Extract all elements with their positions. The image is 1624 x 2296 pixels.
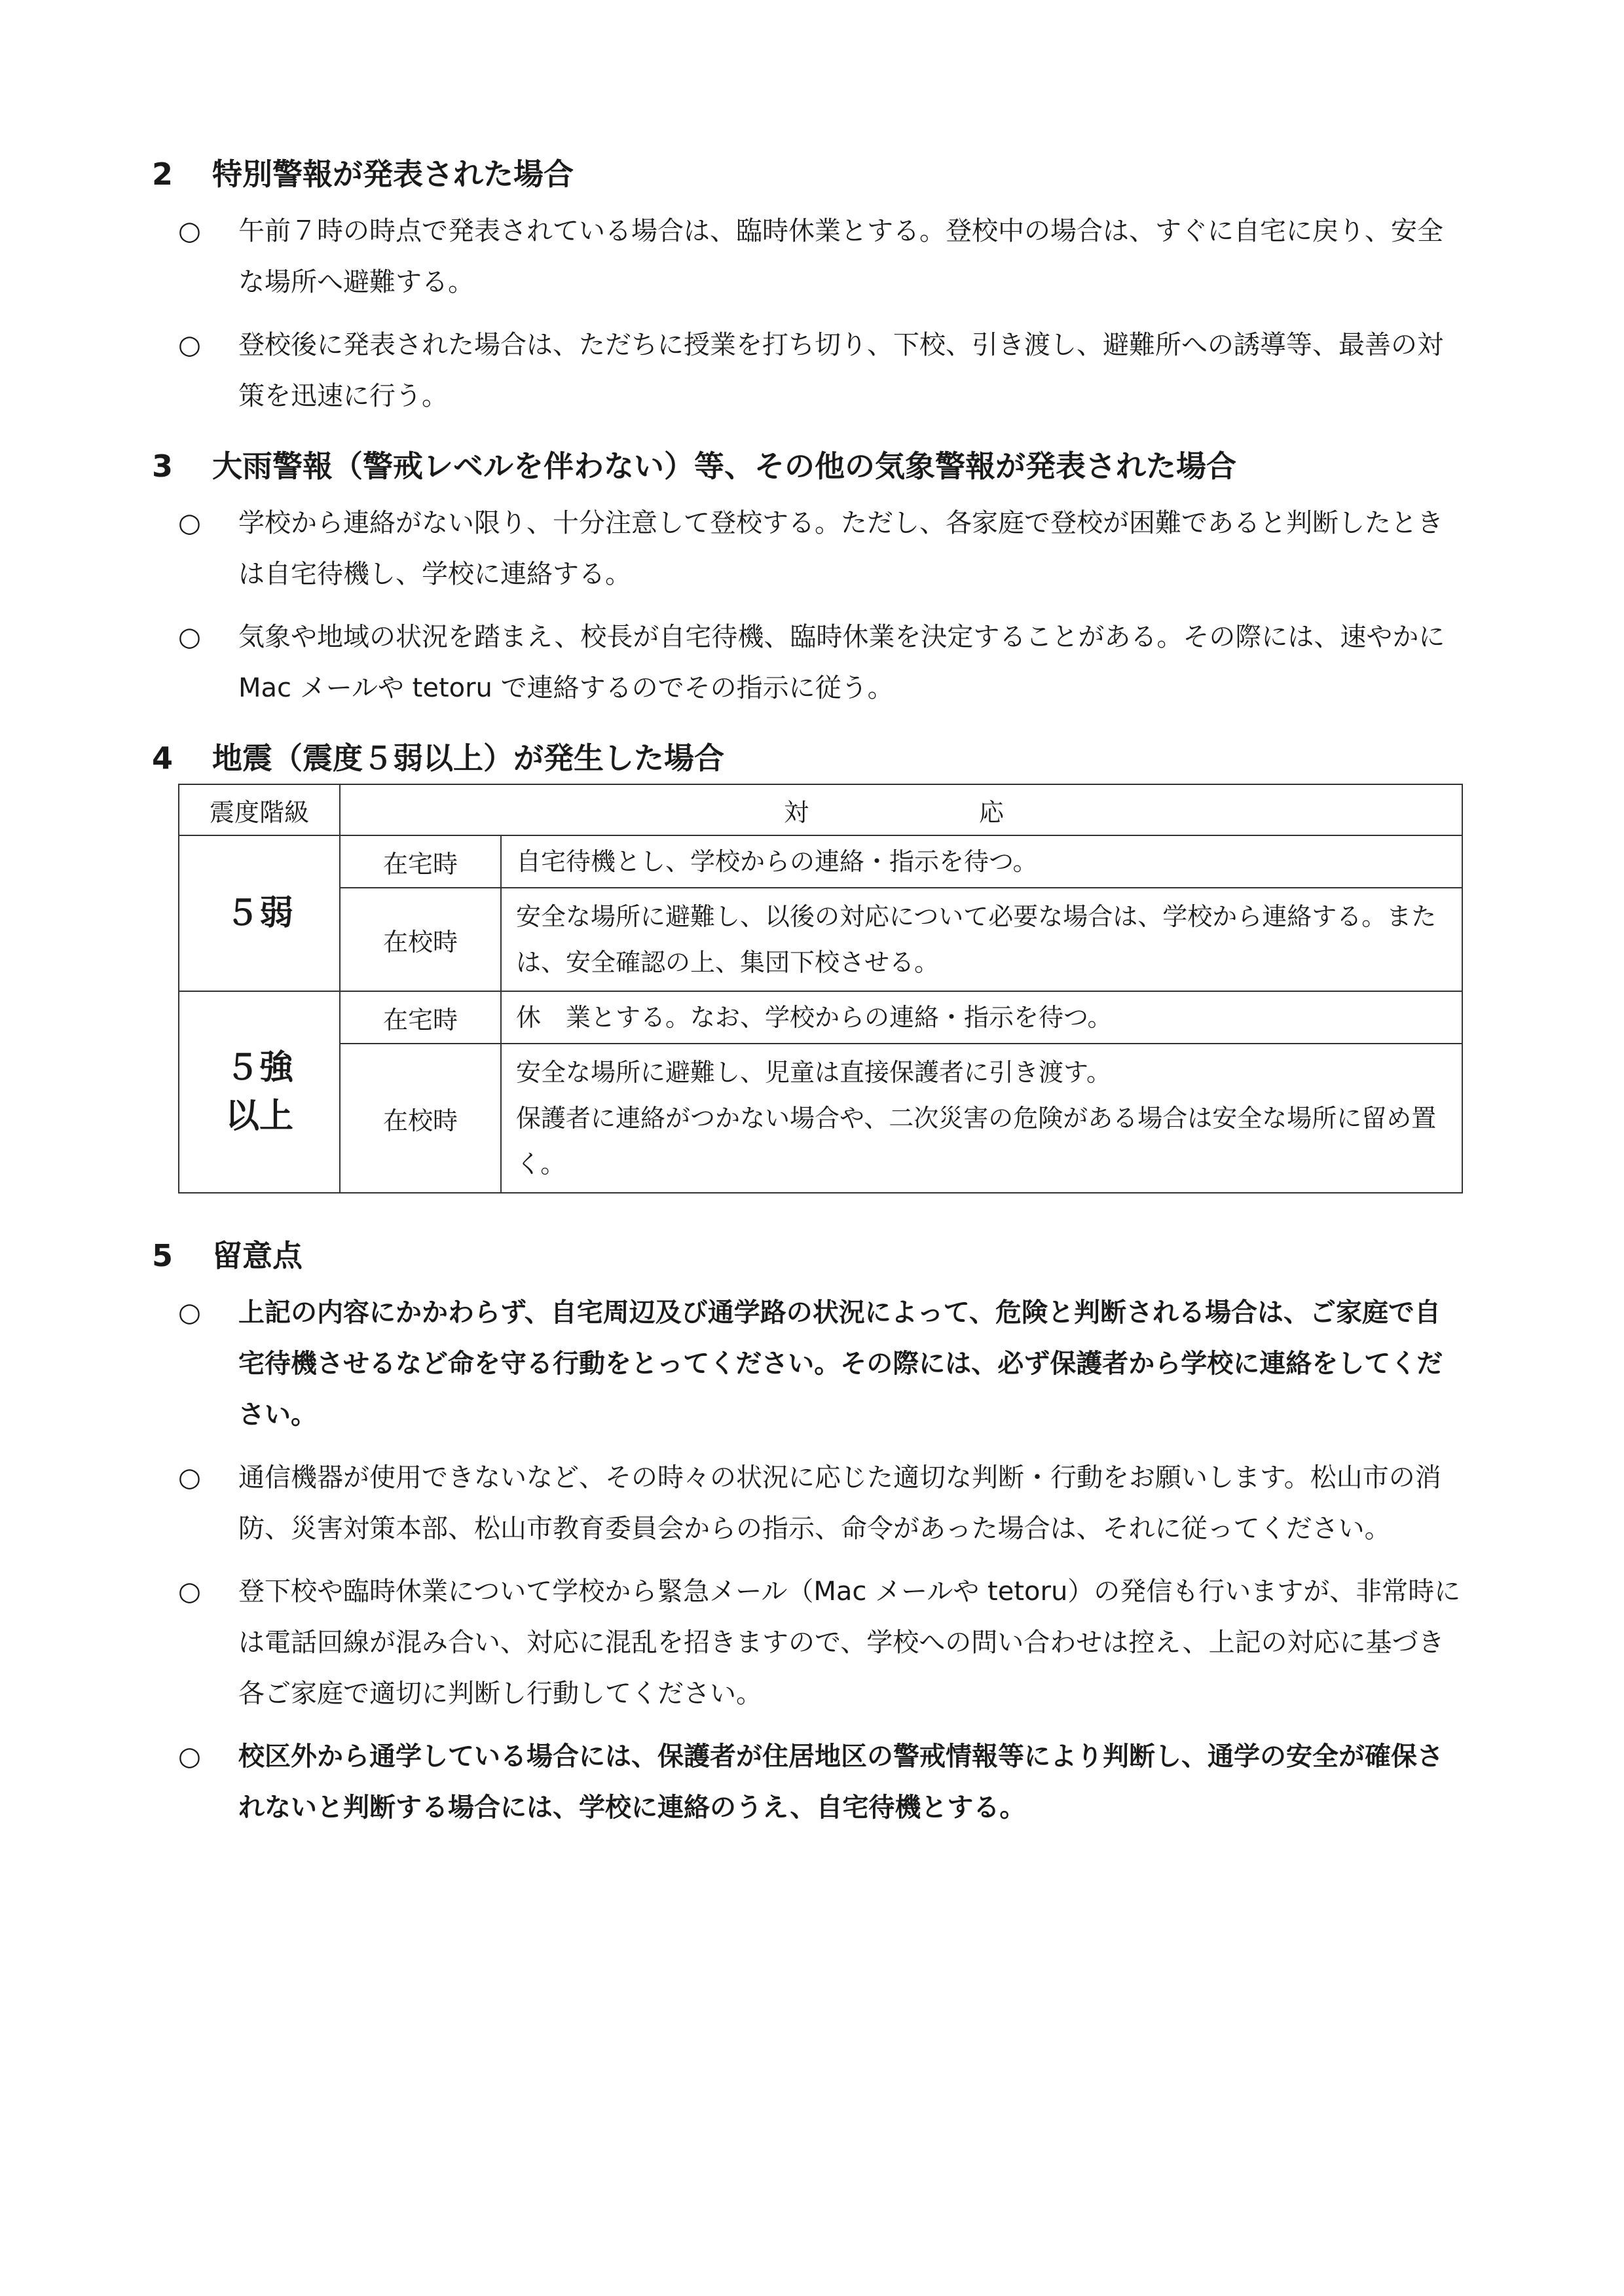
section-5 — [152, 1236, 1462, 1833]
table-row — [179, 888, 1462, 991]
level-5-upper-or-more — [179, 991, 340, 1193]
circle-bullet-icon: ○ — [178, 1576, 201, 1607]
section-3-item-1 — [152, 498, 1462, 600]
section-5-number: 5 — [152, 1238, 174, 1273]
section-3-title: 大雨警報（警戒レベルを伴わない）等、その他の気象警報が発表された場合 — [212, 448, 1236, 484]
circle-bullet-icon: ○ — [178, 508, 201, 538]
circle-bullet-icon: ○ — [178, 1298, 201, 1328]
section-5-item-3 — [152, 1566, 1462, 1719]
response-at-home: 自宅待機とし、学校からの連絡・指示を待つ。 — [501, 835, 1462, 888]
level-5-upper-line1: ５強 — [225, 1048, 293, 1087]
circle-bullet-icon: ○ — [178, 1463, 201, 1493]
table-header-row — [179, 784, 1462, 835]
header-seismic-level: 震度階級 — [179, 784, 340, 835]
section-3-item-2 — [152, 611, 1462, 714]
section-4-number: 4 — [152, 740, 174, 776]
header-response: 対応 — [340, 784, 1462, 835]
section-2-item-1 — [152, 206, 1462, 308]
response-at-school: 安全な場所に避難し、以後の対応について必要な場合は、学校から連絡する。または、安全確認の上、集団下校させる。 — [501, 888, 1462, 991]
section-3-item-1-text: 学校から連絡がない限り、十分注意して登校する。ただし、各家庭で登校が困難であると判断したときは自宅待機し、学校に連絡する。 — [238, 508, 1443, 589]
section-5-item-4-text: 校区外から通学している場合には、保護者が住居地区の警戒情報等により判断し、通学の安全が確保されないと判断する場合には、学校に連絡のうえ、自宅待機とする。 — [238, 1741, 1443, 1823]
response-at-home: 休 業とする。なお、学校からの連絡・指示を待つ。 — [501, 991, 1462, 1044]
section-5-item-4 — [152, 1731, 1462, 1833]
section-5-heading — [152, 1236, 1462, 1275]
place-at-home: 在宅時 — [340, 991, 501, 1044]
section-2-item-2 — [152, 319, 1462, 422]
place-at-school: 在校時 — [340, 1044, 501, 1193]
section-3 — [152, 446, 1462, 714]
section-2-item-1-text: 午前７時の時点で発表されている場合は、臨時休業とする。登校中の場合は、すぐに自宅に戻り、安全な場所へ避難する。 — [238, 216, 1443, 297]
section-4 — [152, 738, 1462, 778]
section-5-title: 留意点 — [212, 1238, 303, 1273]
section-5-item-2-text: 通信機器が使用できないなど、その時々の状況に応じた適切な判断・行動をお願いします。松山市の消防、災害対策本部、松山市教育委員会からの指示、命令があった場合は、それに従ってください。 — [238, 1463, 1441, 1544]
level-5-upper-line2: 以上 — [225, 1097, 293, 1136]
section-4-heading — [152, 738, 1462, 778]
circle-bullet-icon: ○ — [178, 1741, 201, 1772]
response-at-school-line1: 安全な場所に避難し、児童は直接保護者に引き渡す。 — [516, 1058, 1111, 1087]
section-5-item-3-text: 登下校や臨時休業について学校から緊急メール（Mac メールや tetoru）の発信も行いますが、非常時には電話回線が混み合い、対応に混乱を招きますので、学校への問い合わせは控え、上記の対応に基づき各ご家庭で適切に判断し行動してください。 — [238, 1576, 1461, 1709]
earthquake-response-table — [178, 784, 1463, 1194]
table-row — [179, 991, 1462, 1044]
section-2-item-2-text: 登校後に発表された場合は、ただちに授業を打ち切り、下校、引き渡し、避難所への誘導等、最善の対策を迅速に行う。 — [238, 330, 1443, 411]
section-4-title: 地震（震度５弱以上）が発生した場合 — [212, 740, 724, 776]
response-at-school-line2: 保護者に連絡がつかない場合や、二次災害の危険がある場合は安全な場所に留め置く。 — [516, 1104, 1437, 1178]
response-at-school — [501, 1044, 1462, 1193]
table-row — [179, 1044, 1462, 1193]
section-5-item-1-text: 上記の内容にかかわらず、自宅周辺及び通学路の状況によって、危険と判断される場合は、ご家庭で自宅待機させるなど命を守る行動をとってください。その際には、必ず保護者から学校に連絡をしてください。 — [238, 1298, 1443, 1430]
table-row — [179, 835, 1462, 888]
circle-bullet-icon: ○ — [178, 216, 201, 246]
level-5-lower: ５弱 — [179, 835, 340, 991]
section-2-number: 2 — [152, 156, 174, 192]
circle-bullet-icon: ○ — [178, 330, 201, 360]
section-3-item-2-text: 気象や地域の状況を踏まえ、校長が自宅待機、臨時休業を決定することがある。その際には、速やかに Mac メールや tetoru で連絡するのでその指示に従う。 — [238, 622, 1445, 703]
section-2-title: 特別警報が発表された場合 — [212, 156, 574, 192]
circle-bullet-icon: ○ — [178, 622, 201, 652]
section-3-heading — [152, 446, 1462, 486]
place-at-home: 在宅時 — [340, 835, 501, 888]
section-5-item-2 — [152, 1452, 1462, 1554]
place-at-school: 在校時 — [340, 888, 501, 991]
section-2-heading — [152, 155, 1462, 194]
section-3-number: 3 — [152, 448, 174, 484]
section-5-item-1 — [152, 1287, 1462, 1440]
section-2 — [152, 155, 1462, 422]
